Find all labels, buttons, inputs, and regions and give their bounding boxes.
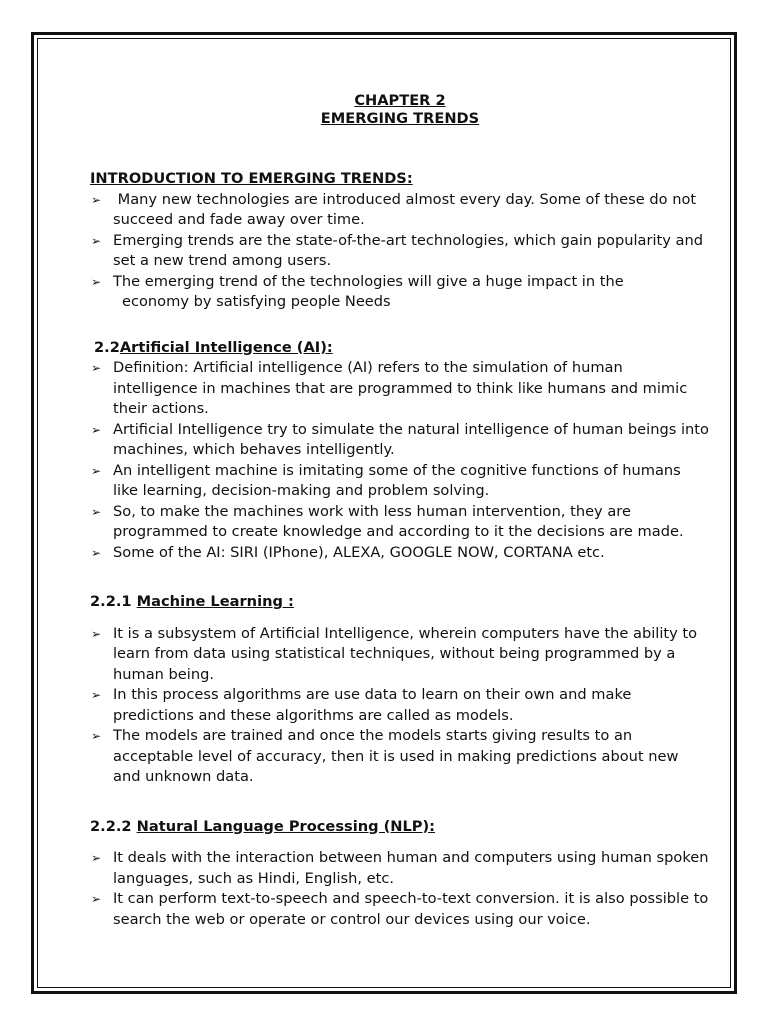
list-item-text: The models are trained and once the models starts giving results to an acceptable level of accuracy, then it is used in making predictions about new and unknown data. (113, 727, 679, 785)
intro-list (90, 190, 710, 313)
arrow-bullet-icon: ➢ (91, 274, 102, 289)
arrow-bullet-icon: ➢ (91, 545, 102, 560)
section-heading-nlp (90, 817, 710, 838)
list-item-text: Definition: Artificial intelligence (AI) refers to the simulation of human intelligence in machines that are programmed to think like humans and mimic their actions. (113, 359, 688, 417)
list-item (90, 231, 710, 272)
arrow-bullet-icon: ➢ (91, 192, 102, 207)
list-item-text: Emerging trends are the state-of-the-art technologies, which gain popularity and set a new trend among users. (113, 231, 703, 269)
document-body (90, 92, 710, 930)
section-heading-ml (90, 592, 710, 613)
list-item (90, 190, 710, 231)
arrow-bullet-icon: ➢ (91, 892, 102, 906)
arrow-bullet-icon: ➢ (91, 626, 102, 641)
arrow-bullet-icon: ➢ (91, 233, 102, 248)
section-title: Machine Learning : (136, 593, 294, 610)
section-heading-ai (94, 338, 710, 359)
arrow-bullet-icon: ➢ (91, 504, 102, 519)
arrow-bullet-icon: ➢ (91, 688, 102, 702)
list-item-text: It is a subsystem of Artificial Intelligence, wherein computers have the ability to learn from data using statistical techniques, without being programmed by a human being. (113, 624, 698, 683)
list-item-text: Artificial Intelligence try to simulate the natural intelligence of human beings into machines, which behaves intelligently. (113, 420, 709, 458)
list-item (90, 624, 710, 686)
arrow-bullet-icon: ➢ (91, 463, 102, 478)
list-item-text: An intelligent machine is imitating some of the cognitive functions of humans like learning, decision-making and problem solving. (113, 461, 681, 499)
list-item (90, 726, 710, 788)
section-title: Natural Language Processing (NLP): (136, 817, 436, 835)
arrow-bullet-icon: ➢ (91, 361, 102, 375)
list-item-text-continued: economy by satisfying people Needs (122, 293, 391, 310)
ml-list (90, 624, 710, 788)
list-item (90, 685, 710, 726)
list-item-text: Many new technologies are introduced almost every day. Some of these do not succeed and fade away over time. (113, 190, 701, 228)
list-item (90, 420, 710, 461)
section-number: 2.2.1 (90, 593, 132, 610)
list-item (90, 502, 710, 543)
list-item-text: It can perform text-to-speech and speech-to-text conversion. it is also possible to search the web or operate or control our devices using our voice. (113, 890, 709, 928)
arrow-bullet-icon: ➢ (91, 729, 102, 743)
chapter-title: EMERGING TRENDS (320, 110, 480, 127)
arrow-bullet-icon: ➢ (91, 851, 102, 865)
section-number: 2.2 (94, 338, 120, 356)
chapter-number: CHAPTER 2 (354, 92, 446, 109)
list-item (90, 543, 710, 564)
ai-list (90, 358, 710, 563)
section-number: 2.2.2 (90, 817, 132, 835)
list-item-text: In this process algorithms are use data to learn on their own and make predictions and these algorithms are called as models. (113, 686, 632, 724)
list-item-text: Some of the AI: SIRI (IPhone), ALEXA, GOOGLE NOW, CORTANA etc. (113, 543, 605, 561)
section-title: Artificial Intelligence (AI): (119, 338, 333, 356)
list-item (90, 272, 710, 313)
list-item (90, 848, 710, 889)
intro-heading: INTRODUCTION TO EMERGING TRENDS: (90, 170, 413, 187)
list-item (90, 358, 710, 420)
list-item-text: So, to make the machines work with less human intervention, they are programmed to create knowledge and according to it the decisions are made. (113, 502, 684, 540)
list-item-text: It deals with the interaction between human and computers using human spoken languages, such as Hindi, English, etc. (113, 849, 709, 887)
list-item (90, 461, 710, 502)
list-item (90, 889, 710, 930)
nlp-list (90, 848, 710, 930)
arrow-bullet-icon: ➢ (91, 422, 102, 437)
list-item-text: The emerging trend of the technologies will give a huge impact in the (113, 272, 624, 290)
